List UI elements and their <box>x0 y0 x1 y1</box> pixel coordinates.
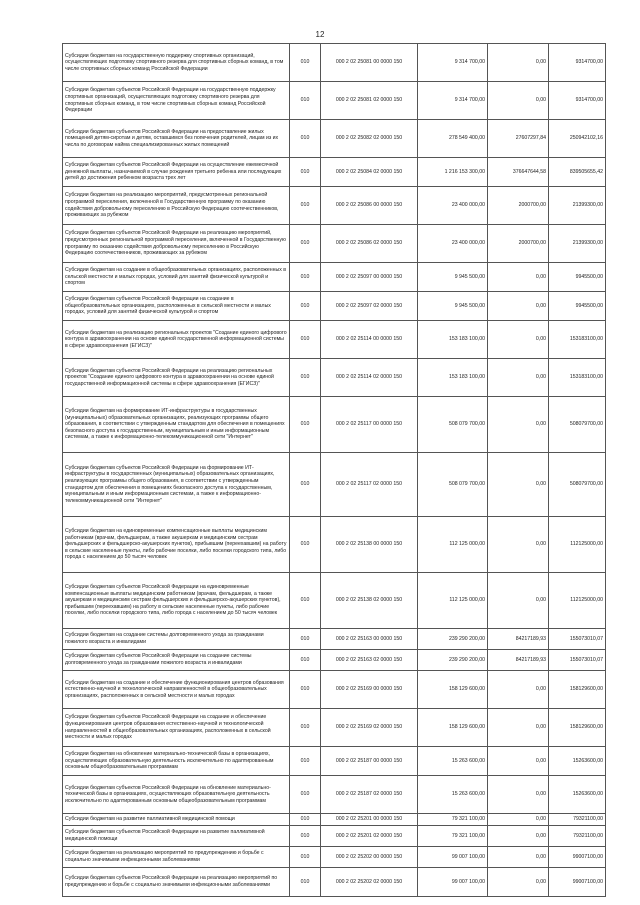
row-approved-amount: 9 314 700,00 <box>418 82 488 120</box>
row-budget-classification-code: 000 2 02 25187 02 0000 150 <box>321 776 418 814</box>
row-description: Субсидии бюджетам на реализацию мероприятий по предупреждению и борьбе с социально значимыми инфекционными заболеваниями <box>63 847 290 868</box>
row-description: Субсидии бюджетам субъектов Российской Федерации на создание в общеобразовательных организациях, расположенных в сельской местности и малых городах, условий для занятий физической культурой и спортом <box>63 292 290 321</box>
row-unexecuted-amount: 153183100,00 <box>549 321 606 359</box>
row-executed-amount: 0,00 <box>488 82 549 120</box>
table-row <box>63 225 606 263</box>
row-executed-amount: 0,00 <box>488 517 549 573</box>
row-executed-amount: 0,00 <box>488 453 549 517</box>
row-executed-amount: 0,00 <box>488 709 549 747</box>
row-approved-amount: 9 945 500,00 <box>418 292 488 321</box>
row-unexecuted-amount: 79321100,00 <box>549 814 606 826</box>
row-budget-classification-code: 000 2 02 25169 02 0000 150 <box>321 709 418 747</box>
row-executed-amount: 0,00 <box>488 826 549 847</box>
row-budget-classification-code: 000 2 02 25081 02 0000 150 <box>321 82 418 120</box>
row-executed-amount: 2000700,00 <box>488 225 549 263</box>
row-line-code: 010 <box>290 629 321 650</box>
row-executed-amount: 27607297,84 <box>488 120 549 158</box>
row-budget-classification-code: 000 2 02 25081 00 0000 150 <box>321 44 418 82</box>
row-unexecuted-amount: 79321100,00 <box>549 826 606 847</box>
row-description: Субсидии бюджетам на создание и обеспечение функционирования центров образования естественно-научной и технологической направленностей в общеобразовательных организациях, расположенных в сельской местности и малых городах <box>63 671 290 709</box>
row-executed-amount: 0,00 <box>488 847 549 868</box>
row-description: Субсидии бюджетам субъектов Российской Федерации на реализацию мероприятий, предусмотренных региональной программой переселения, включенной в Государственную программу по оказанию содействия добровольному переселению в Российскую Федерацию соотечественников, проживающих за рубежом <box>63 225 290 263</box>
row-approved-amount: 23 400 000,00 <box>418 225 488 263</box>
row-line-code: 010 <box>290 650 321 671</box>
row-budget-classification-code: 000 2 02 25082 02 0000 150 <box>321 120 418 158</box>
table-row <box>63 650 606 671</box>
row-line-code: 010 <box>290 359 321 397</box>
row-description: Субсидии бюджетам на развитие паллиативной медицинской помощи <box>63 814 290 826</box>
row-line-code: 010 <box>290 573 321 629</box>
row-line-code: 010 <box>290 187 321 225</box>
row-line-code: 010 <box>290 225 321 263</box>
table-row <box>63 158 606 187</box>
row-unexecuted-amount: 9314700,00 <box>549 82 606 120</box>
row-line-code: 010 <box>290 292 321 321</box>
row-unexecuted-amount: 9314700,00 <box>549 44 606 82</box>
row-unexecuted-amount: 99007100,00 <box>549 847 606 868</box>
row-description: Субсидии бюджетам на государственную поддержку спортивных организаций, осуществляющих подготовку спортивного резерва для спортивных сборных команд, в том числе спортивных сборных команд Российской Федерации <box>63 44 290 82</box>
table-row <box>63 709 606 747</box>
row-unexecuted-amount: 99007100,00 <box>549 868 606 897</box>
row-budget-classification-code: 000 2 02 25201 02 0000 150 <box>321 826 418 847</box>
row-line-code: 010 <box>290 776 321 814</box>
row-approved-amount: 9 314 700,00 <box>418 44 488 82</box>
table-row <box>63 82 606 120</box>
row-budget-classification-code: 000 2 02 25187 00 0000 150 <box>321 747 418 776</box>
row-description: Субсидии бюджетам субъектов Российской Федерации на реализацию региональных проектов "Создание единого цифрового контура в здравоохранении на основе единой государственной информационной системы в сфере здравоохранения (ЕГИСЗ)" <box>63 359 290 397</box>
table-row <box>63 397 606 453</box>
row-unexecuted-amount: 21399300,00 <box>549 187 606 225</box>
row-unexecuted-amount: 158129600,00 <box>549 671 606 709</box>
row-approved-amount: 9 945 500,00 <box>418 263 488 292</box>
row-description: Субсидии бюджетам на реализацию мероприятий, предусмотренных региональной программой переселения, включенной в Государственную программу по оказанию содействия добровольному переселению в Российскую Федерацию соотечественников, проживающих за рубежом <box>63 187 290 225</box>
row-line-code: 010 <box>290 321 321 359</box>
row-budget-classification-code: 000 2 02 25202 00 0000 150 <box>321 847 418 868</box>
row-budget-classification-code: 000 2 02 25202 02 0000 150 <box>321 868 418 897</box>
row-approved-amount: 508 079 700,00 <box>418 453 488 517</box>
table-row <box>63 573 606 629</box>
table-row <box>63 814 606 826</box>
row-executed-amount: 2000700,00 <box>488 187 549 225</box>
row-line-code: 010 <box>290 847 321 868</box>
row-budget-classification-code: 000 2 02 25138 00 0000 150 <box>321 517 418 573</box>
row-approved-amount: 79 321 100,00 <box>418 826 488 847</box>
row-executed-amount: 0,00 <box>488 814 549 826</box>
table-row <box>63 292 606 321</box>
table-row <box>63 359 606 397</box>
row-executed-amount: 84217189,93 <box>488 650 549 671</box>
row-approved-amount: 79 321 100,00 <box>418 814 488 826</box>
row-description: Субсидии бюджетам субъектов Российской Федерации на развитие паллиативной медицинской помощи <box>63 826 290 847</box>
row-unexecuted-amount: 155073010,07 <box>549 650 606 671</box>
row-executed-amount: 0,00 <box>488 747 549 776</box>
table-row <box>63 187 606 225</box>
row-executed-amount: 376647644,58 <box>488 158 549 187</box>
table-row <box>63 629 606 650</box>
row-unexecuted-amount: 9945500,00 <box>549 263 606 292</box>
row-unexecuted-amount: 9945500,00 <box>549 292 606 321</box>
row-approved-amount: 15 263 600,00 <box>418 776 488 814</box>
row-description: Субсидии бюджетам субъектов Российской Федерации на создание системы долговременного ухода за гражданами пожилого возраста и инвалидами <box>63 650 290 671</box>
row-approved-amount: 112 125 000,00 <box>418 517 488 573</box>
row-budget-classification-code: 000 2 02 25117 02 0000 150 <box>321 453 418 517</box>
table-row <box>63 868 606 897</box>
row-executed-amount: 84217189,93 <box>488 629 549 650</box>
row-line-code: 010 <box>290 517 321 573</box>
row-approved-amount: 15 263 600,00 <box>418 747 488 776</box>
row-unexecuted-amount: 508079700,00 <box>549 453 606 517</box>
row-approved-amount: 112 125 000,00 <box>418 573 488 629</box>
row-unexecuted-amount: 21399300,00 <box>549 225 606 263</box>
table-row <box>63 517 606 573</box>
row-budget-classification-code: 000 2 02 25084 02 0000 150 <box>321 158 418 187</box>
table-row <box>63 747 606 776</box>
row-executed-amount: 0,00 <box>488 776 549 814</box>
row-approved-amount: 99 007 100,00 <box>418 847 488 868</box>
row-budget-classification-code: 000 2 02 25169 00 0000 150 <box>321 671 418 709</box>
row-budget-classification-code: 000 2 02 25086 00 0000 150 <box>321 187 418 225</box>
row-executed-amount: 0,00 <box>488 321 549 359</box>
page-number: 12 <box>315 30 325 39</box>
row-line-code: 010 <box>290 120 321 158</box>
row-budget-classification-code: 000 2 02 25201 00 0000 150 <box>321 814 418 826</box>
row-description: Субсидии бюджетам субъектов Российской Федерации на реализацию мероприятий по предупреждению и борьбе с социально значимыми инфекционными заболеваниями <box>63 868 290 897</box>
row-description: Субсидии бюджетам субъектов Российской Федерации на предоставление жилых помещений детям-сиротам и детям, оставшимся без попечения родителей, лицам из их числа по договорам найма специализированных жилых помещений <box>63 120 290 158</box>
row-executed-amount: 0,00 <box>488 44 549 82</box>
row-executed-amount: 0,00 <box>488 868 549 897</box>
row-executed-amount: 0,00 <box>488 292 549 321</box>
row-description: Субсидии бюджетам на создание системы долговременного ухода за гражданами пожилого возраста и инвалидами <box>63 629 290 650</box>
budget-table <box>62 43 606 897</box>
row-unexecuted-amount: 158129600,00 <box>549 709 606 747</box>
row-executed-amount: 0,00 <box>488 671 549 709</box>
row-approved-amount: 158 129 600,00 <box>418 671 488 709</box>
row-line-code: 010 <box>290 397 321 453</box>
table-row <box>63 453 606 517</box>
row-unexecuted-amount: 15263600,00 <box>549 747 606 776</box>
row-description: Субсидии бюджетам на формирование ИТ-инфраструктуры в государственных (муниципальных) образовательных организациях, реализующих программы общего образования, в соответствии с утвержденным стандартом для обеспечения в помещениях безопасного доступа к государственным, муниципальным и иным информационным системам, а также к информационно-телекоммуникационной сети "Интернет" <box>63 397 290 453</box>
row-description: Субсидии бюджетам на обновление материально-технической базы в организациях, осуществляющих образовательную деятельность исключительно по адаптированным основным общеобразовательным программам <box>63 747 290 776</box>
row-approved-amount: 153 183 100,00 <box>418 359 488 397</box>
row-budget-classification-code: 000 2 02 25114 00 0000 150 <box>321 321 418 359</box>
row-description: Субсидии бюджетам на создание в общеобразовательных организациях, расположенных в сельской местности и малых городах, условий для занятий физической культурой и спортом <box>63 263 290 292</box>
row-budget-classification-code: 000 2 02 25097 02 0000 150 <box>321 292 418 321</box>
row-approved-amount: 239 290 200,00 <box>418 629 488 650</box>
row-line-code: 010 <box>290 158 321 187</box>
row-executed-amount: 0,00 <box>488 397 549 453</box>
row-approved-amount: 153 183 100,00 <box>418 321 488 359</box>
table-row <box>63 776 606 814</box>
row-budget-classification-code: 000 2 02 25163 00 0000 150 <box>321 629 418 650</box>
row-executed-amount: 0,00 <box>488 573 549 629</box>
row-unexecuted-amount: 112125000,00 <box>549 573 606 629</box>
row-budget-classification-code: 000 2 02 25117 00 0000 150 <box>321 397 418 453</box>
row-budget-classification-code: 000 2 02 25138 02 0000 150 <box>321 573 418 629</box>
row-unexecuted-amount: 112125000,00 <box>549 517 606 573</box>
table-row <box>63 321 606 359</box>
row-approved-amount: 278 549 400,00 <box>418 120 488 158</box>
row-line-code: 010 <box>290 814 321 826</box>
table-row <box>63 263 606 292</box>
row-unexecuted-amount: 153183100,00 <box>549 359 606 397</box>
table-row <box>63 44 606 82</box>
row-budget-classification-code: 000 2 02 25086 02 0000 150 <box>321 225 418 263</box>
row-description: Субсидии бюджетам на единовременные компенсационные выплаты медицинским работникам (врачам, фельдшерам, а также акушеркам и медицинским сестрам фельдшерских и фельдшерско-акушерских пунктов), прибывшим (переехавшим) на работу в сельские населенные пункты, либо рабочие поселки, либо поселки городского типа, либо города с населением до 50 тысяч человек <box>63 517 290 573</box>
table-row <box>63 826 606 847</box>
table-row <box>63 847 606 868</box>
table-row <box>63 671 606 709</box>
row-approved-amount: 23 400 000,00 <box>418 187 488 225</box>
row-description: Субсидии бюджетам на реализацию региональных проектов "Создание единого цифрового контура в здравоохранении на основе единой государственной информационной системы в сфере здравоохранения (ЕГИСЗ)" <box>63 321 290 359</box>
row-description: Субсидии бюджетам субъектов Российской Федерации на единовременные компенсационные выплаты медицинским работникам (врачам, фельдшерам, а также акушеркам и медицинским сестрам фельдшерских и фельдшерско-акушерских пунктов), прибывшим (переехавшим) на работу в сельские населенные пункты, либо рабочие поселки, либо поселки городского типа, либо города с населением до 50 тысяч человек <box>63 573 290 629</box>
row-description: Субсидии бюджетам субъектов Российской Федерации на государственную поддержку спортивных организаций, осуществляющих подготовку спортивного резерва для спортивных сборных команд, в том числе спортивных сборных команд Российской Федерации <box>63 82 290 120</box>
row-line-code: 010 <box>290 82 321 120</box>
row-line-code: 010 <box>290 709 321 747</box>
row-unexecuted-amount: 155073010,07 <box>549 629 606 650</box>
row-description: Субсидии бюджетам субъектов Российской Федерации на осуществление ежемесячной денежной выплаты, назначаемой в случае рождения третьего ребенка или последующих детей до достижения ребенком возраста трех лет <box>63 158 290 187</box>
row-approved-amount: 508 079 700,00 <box>418 397 488 453</box>
row-line-code: 010 <box>290 671 321 709</box>
row-unexecuted-amount: 508079700,00 <box>549 397 606 453</box>
budget-table-body <box>63 44 606 897</box>
row-line-code: 010 <box>290 826 321 847</box>
row-description: Субсидии бюджетам субъектов Российской Федерации на создание и обеспечение функционирования центров образования естественно-научной и технологической направленностей в общеобразовательных организациях, расположенных в сельской местности и малых городах <box>63 709 290 747</box>
row-approved-amount: 99 007 100,00 <box>418 868 488 897</box>
row-unexecuted-amount: 15263600,00 <box>549 776 606 814</box>
row-line-code: 010 <box>290 44 321 82</box>
row-executed-amount: 0,00 <box>488 359 549 397</box>
row-line-code: 010 <box>290 868 321 897</box>
row-budget-classification-code: 000 2 02 25114 02 0000 150 <box>321 359 418 397</box>
row-description: Субсидии бюджетам субъектов Российской Федерации на обновление материально-технической базы в организациях, осуществляющих образовательную деятельность исключительно по адаптированным основным общеобразовательным программам <box>63 776 290 814</box>
row-approved-amount: 1 216 153 300,00 <box>418 158 488 187</box>
row-line-code: 010 <box>290 263 321 292</box>
table-row <box>63 120 606 158</box>
row-budget-classification-code: 000 2 02 25163 02 0000 150 <box>321 650 418 671</box>
row-line-code: 010 <box>290 747 321 776</box>
row-approved-amount: 239 290 200,00 <box>418 650 488 671</box>
row-budget-classification-code: 000 2 02 25097 00 0000 150 <box>321 263 418 292</box>
row-unexecuted-amount: 250942102,16 <box>549 120 606 158</box>
row-description: Субсидии бюджетам субъектов Российской Федерации на формирование ИТ-инфраструктуры в государственных (муниципальных) образовательных организациях, реализующих программы общего образования, в соответствии с утвержденным стандартом для обеспечения в помещениях безопасного доступа к государственным, муниципальным и иным информационным системам, а также к информационно-телекоммуникационной сети "Интернет" <box>63 453 290 517</box>
row-line-code: 010 <box>290 453 321 517</box>
row-unexecuted-amount: 839505655,42 <box>549 158 606 187</box>
row-approved-amount: 158 129 600,00 <box>418 709 488 747</box>
row-executed-amount: 0,00 <box>488 263 549 292</box>
